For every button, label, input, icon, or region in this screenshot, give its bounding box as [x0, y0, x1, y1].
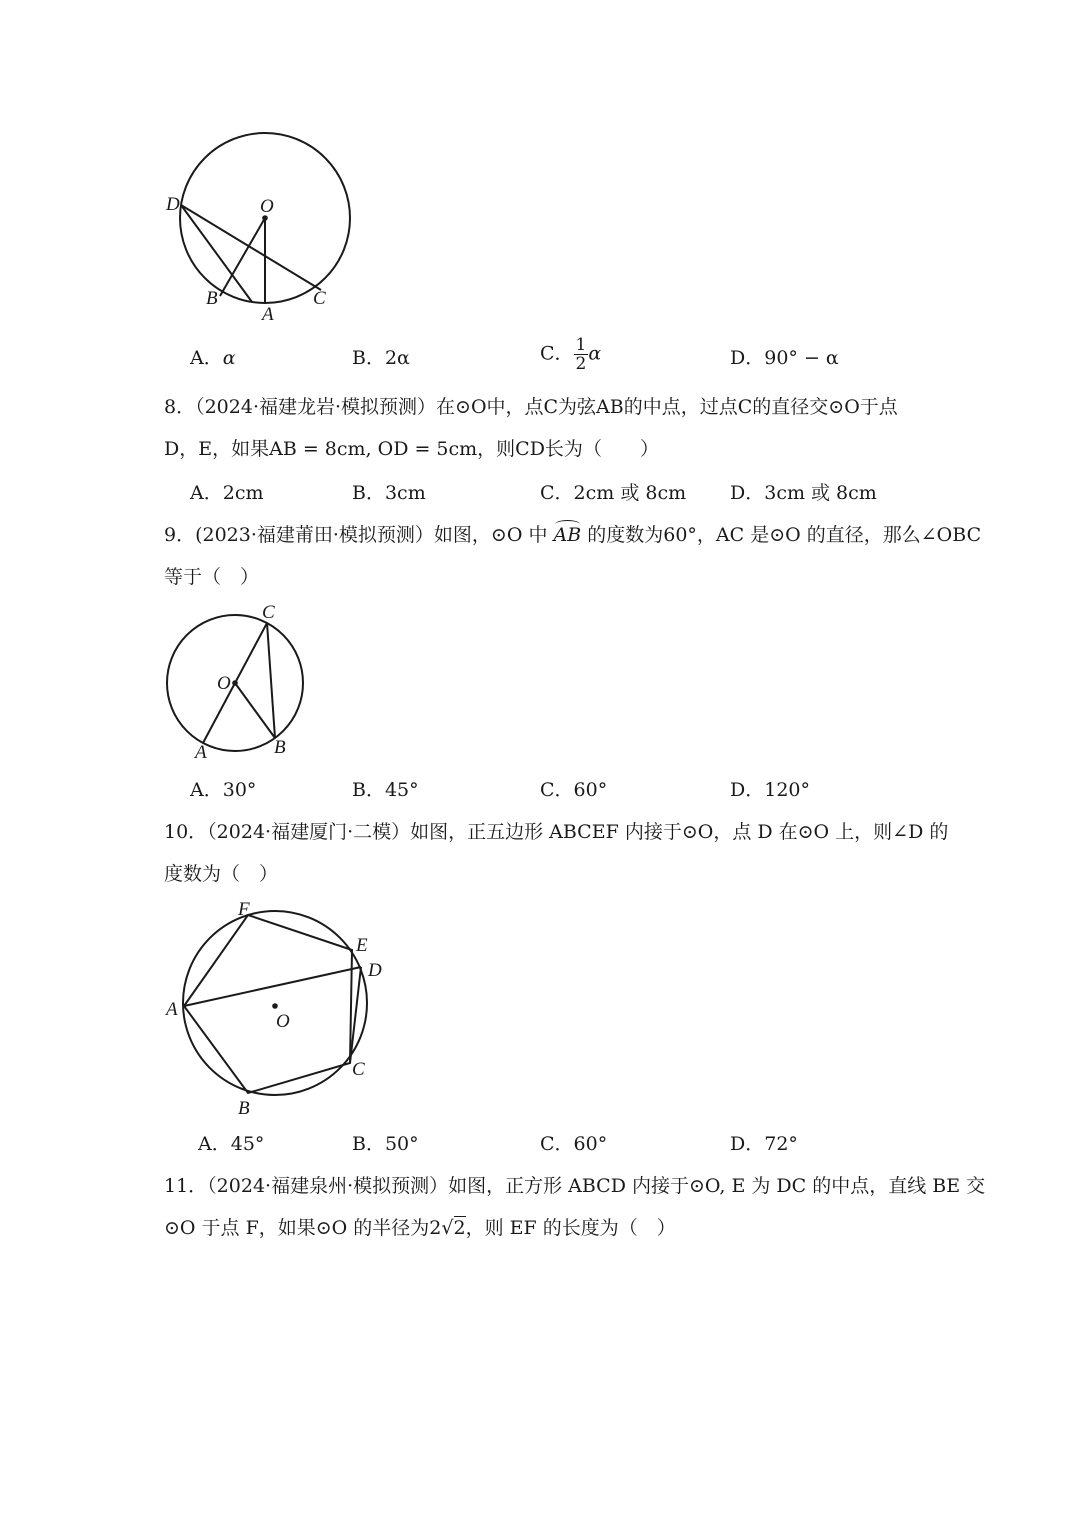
q10-option-a-letter: A． [198, 1133, 231, 1155]
q9-stem-line1 [164, 523, 981, 547]
q10-option-d [730, 1132, 798, 1156]
q7-option-a-letter: A． [190, 347, 223, 369]
q10-figure [160, 895, 400, 1125]
q7-option-c [540, 336, 601, 373]
q10-label-d: D [368, 960, 382, 981]
q9-option-b-value: 45° [384, 779, 419, 801]
q11-radius-value [429, 1216, 465, 1239]
q8-option-c-letter: C． [540, 482, 574, 504]
q9-stem-start: 9．(2023·福建莆田·模拟预测）如图，⊙O 中 [164, 524, 554, 546]
q8-option-b-letter: B． [352, 482, 385, 504]
q10-label-c: C [352, 1059, 365, 1080]
q11-stem-line1: 11．（2024·福建泉州·模拟预测）如图，正方形 ABCD 内接于⊙O, E 为 DC 的中点，直线 BE 交 [164, 1175, 986, 1197]
q9-option-d-letter: D． [730, 779, 765, 801]
q8-option-c-value: 2cm 或 8cm [573, 482, 687, 504]
q10-option-d-letter: D． [730, 1133, 765, 1155]
q7-option-d-letter: D． [730, 347, 765, 369]
q8-option-d-letter: D． [730, 482, 765, 504]
sqrt-icon: √ [441, 1217, 454, 1239]
q8-option-b [352, 481, 426, 505]
q8-option-b-value: 3cm [384, 482, 426, 504]
q9-option-c-letter: C． [540, 779, 574, 801]
q9-option-a-letter: A． [190, 779, 223, 801]
q10-option-b-letter: B． [352, 1133, 385, 1155]
q9-option-c-value: 60° [573, 779, 608, 801]
q11-stem-start: ⊙O 于点 F，如果⊙O 的半径为 [164, 1217, 430, 1239]
q9-option-d [730, 778, 810, 802]
q10-option-c-value: 60° [573, 1133, 608, 1155]
q9-label-o: O [217, 673, 231, 694]
q11-stem-line2 [164, 1216, 676, 1240]
q10-option-b [352, 1132, 419, 1156]
q9-chord-cb [267, 623, 275, 738]
q9-arc-ab: AB [553, 524, 582, 546]
q7-option-b-letter: B． [352, 347, 385, 369]
q10-chord-ad [184, 967, 361, 1006]
q7-chord-dc [181, 205, 321, 290]
q10-circle [183, 911, 367, 1095]
q7-radius-ob [220, 218, 265, 296]
q9-radius-ob [235, 683, 275, 738]
q7-option-d-value: 90° − α [764, 347, 839, 369]
q10-label-o: O [276, 1011, 290, 1032]
q7-option-d [730, 346, 839, 370]
q7-option-c-letter: C． [540, 342, 574, 365]
q9-option-b-letter: B． [352, 779, 385, 801]
q7-option-a [190, 346, 236, 370]
q7-label-o: O [260, 196, 274, 217]
q8-option-d-value: 3cm 或 8cm [764, 482, 877, 504]
q8-stem-line2: D，E，如果AB = 8cm, OD = 5cm，则CD长为（ ） [164, 438, 659, 460]
q10-center-point [272, 1003, 278, 1009]
q7-option-c-fraction [574, 336, 589, 373]
q7-label-c: C [313, 288, 326, 309]
q11-stem-end: ，则 EF 的长度为（ ） [465, 1217, 676, 1239]
q11-radius-radicand: 2 [453, 1217, 466, 1239]
q8-option-a-letter: A． [190, 482, 223, 504]
q10-option-a-value: 45° [230, 1133, 265, 1155]
q10-stem-line2: 度数为（ ） [164, 863, 279, 885]
q11-radius-coefficient: 2 [429, 1217, 442, 1239]
q9-option-a-value: 30° [222, 779, 257, 801]
q9-label-c: C [262, 602, 275, 623]
q9-option-d-value: 120° [764, 779, 810, 801]
fraction-denominator: 2 [575, 354, 587, 374]
q9-option-b [352, 778, 419, 802]
q10-label-a: A [166, 999, 178, 1020]
q9-option-a [190, 778, 256, 802]
q7-option-c-symbol: α [588, 342, 602, 365]
q9-label-a: A [195, 742, 207, 763]
q7-figure [160, 130, 370, 330]
q7-label-d: D [166, 194, 180, 215]
q10-label-f: F [238, 899, 250, 920]
q10-option-c-letter: C． [540, 1133, 574, 1155]
q7-option-b [352, 346, 410, 370]
q10-label-b: B [238, 1098, 250, 1119]
q8-option-a [190, 481, 263, 505]
q10-option-a [198, 1132, 264, 1156]
fraction-numerator: 1 [575, 335, 587, 355]
q9-option-c [540, 778, 607, 802]
q7-label-a: A [262, 304, 274, 325]
q7-option-a-value: α [222, 347, 236, 369]
q8-option-d [730, 481, 877, 505]
q9-figure [155, 598, 325, 766]
q7-option-b-value: 2α [384, 347, 410, 369]
q9-center-point [232, 680, 238, 686]
q10-stem-line1: 10．（2024·福建厦门·二模）如图，正五边形 ABCEF 内接于⊙O，点 D 在⊙O 上，则∠D 的 [164, 821, 949, 843]
q8-option-a-value: 2cm [222, 482, 264, 504]
q9-label-b: B [274, 737, 286, 758]
q8-option-c [540, 481, 686, 505]
q9-stem-line2: 等于（ ） [164, 566, 260, 588]
q8-stem-line1: 8．（2024·福建龙岩·模拟预测）在⊙O中，点C为弦AB的中点，过点C的直径交⊙O于点 [164, 396, 898, 418]
q9-stem-end: 的度数为60°，AC 是⊙O 的直径，那么∠OBC [581, 524, 982, 546]
q10-option-d-value: 72° [764, 1133, 798, 1155]
q10-label-e: E [356, 935, 368, 956]
q10-option-c [540, 1132, 607, 1156]
q7-label-b: B [206, 288, 218, 309]
q10-option-b-value: 50° [384, 1133, 419, 1155]
